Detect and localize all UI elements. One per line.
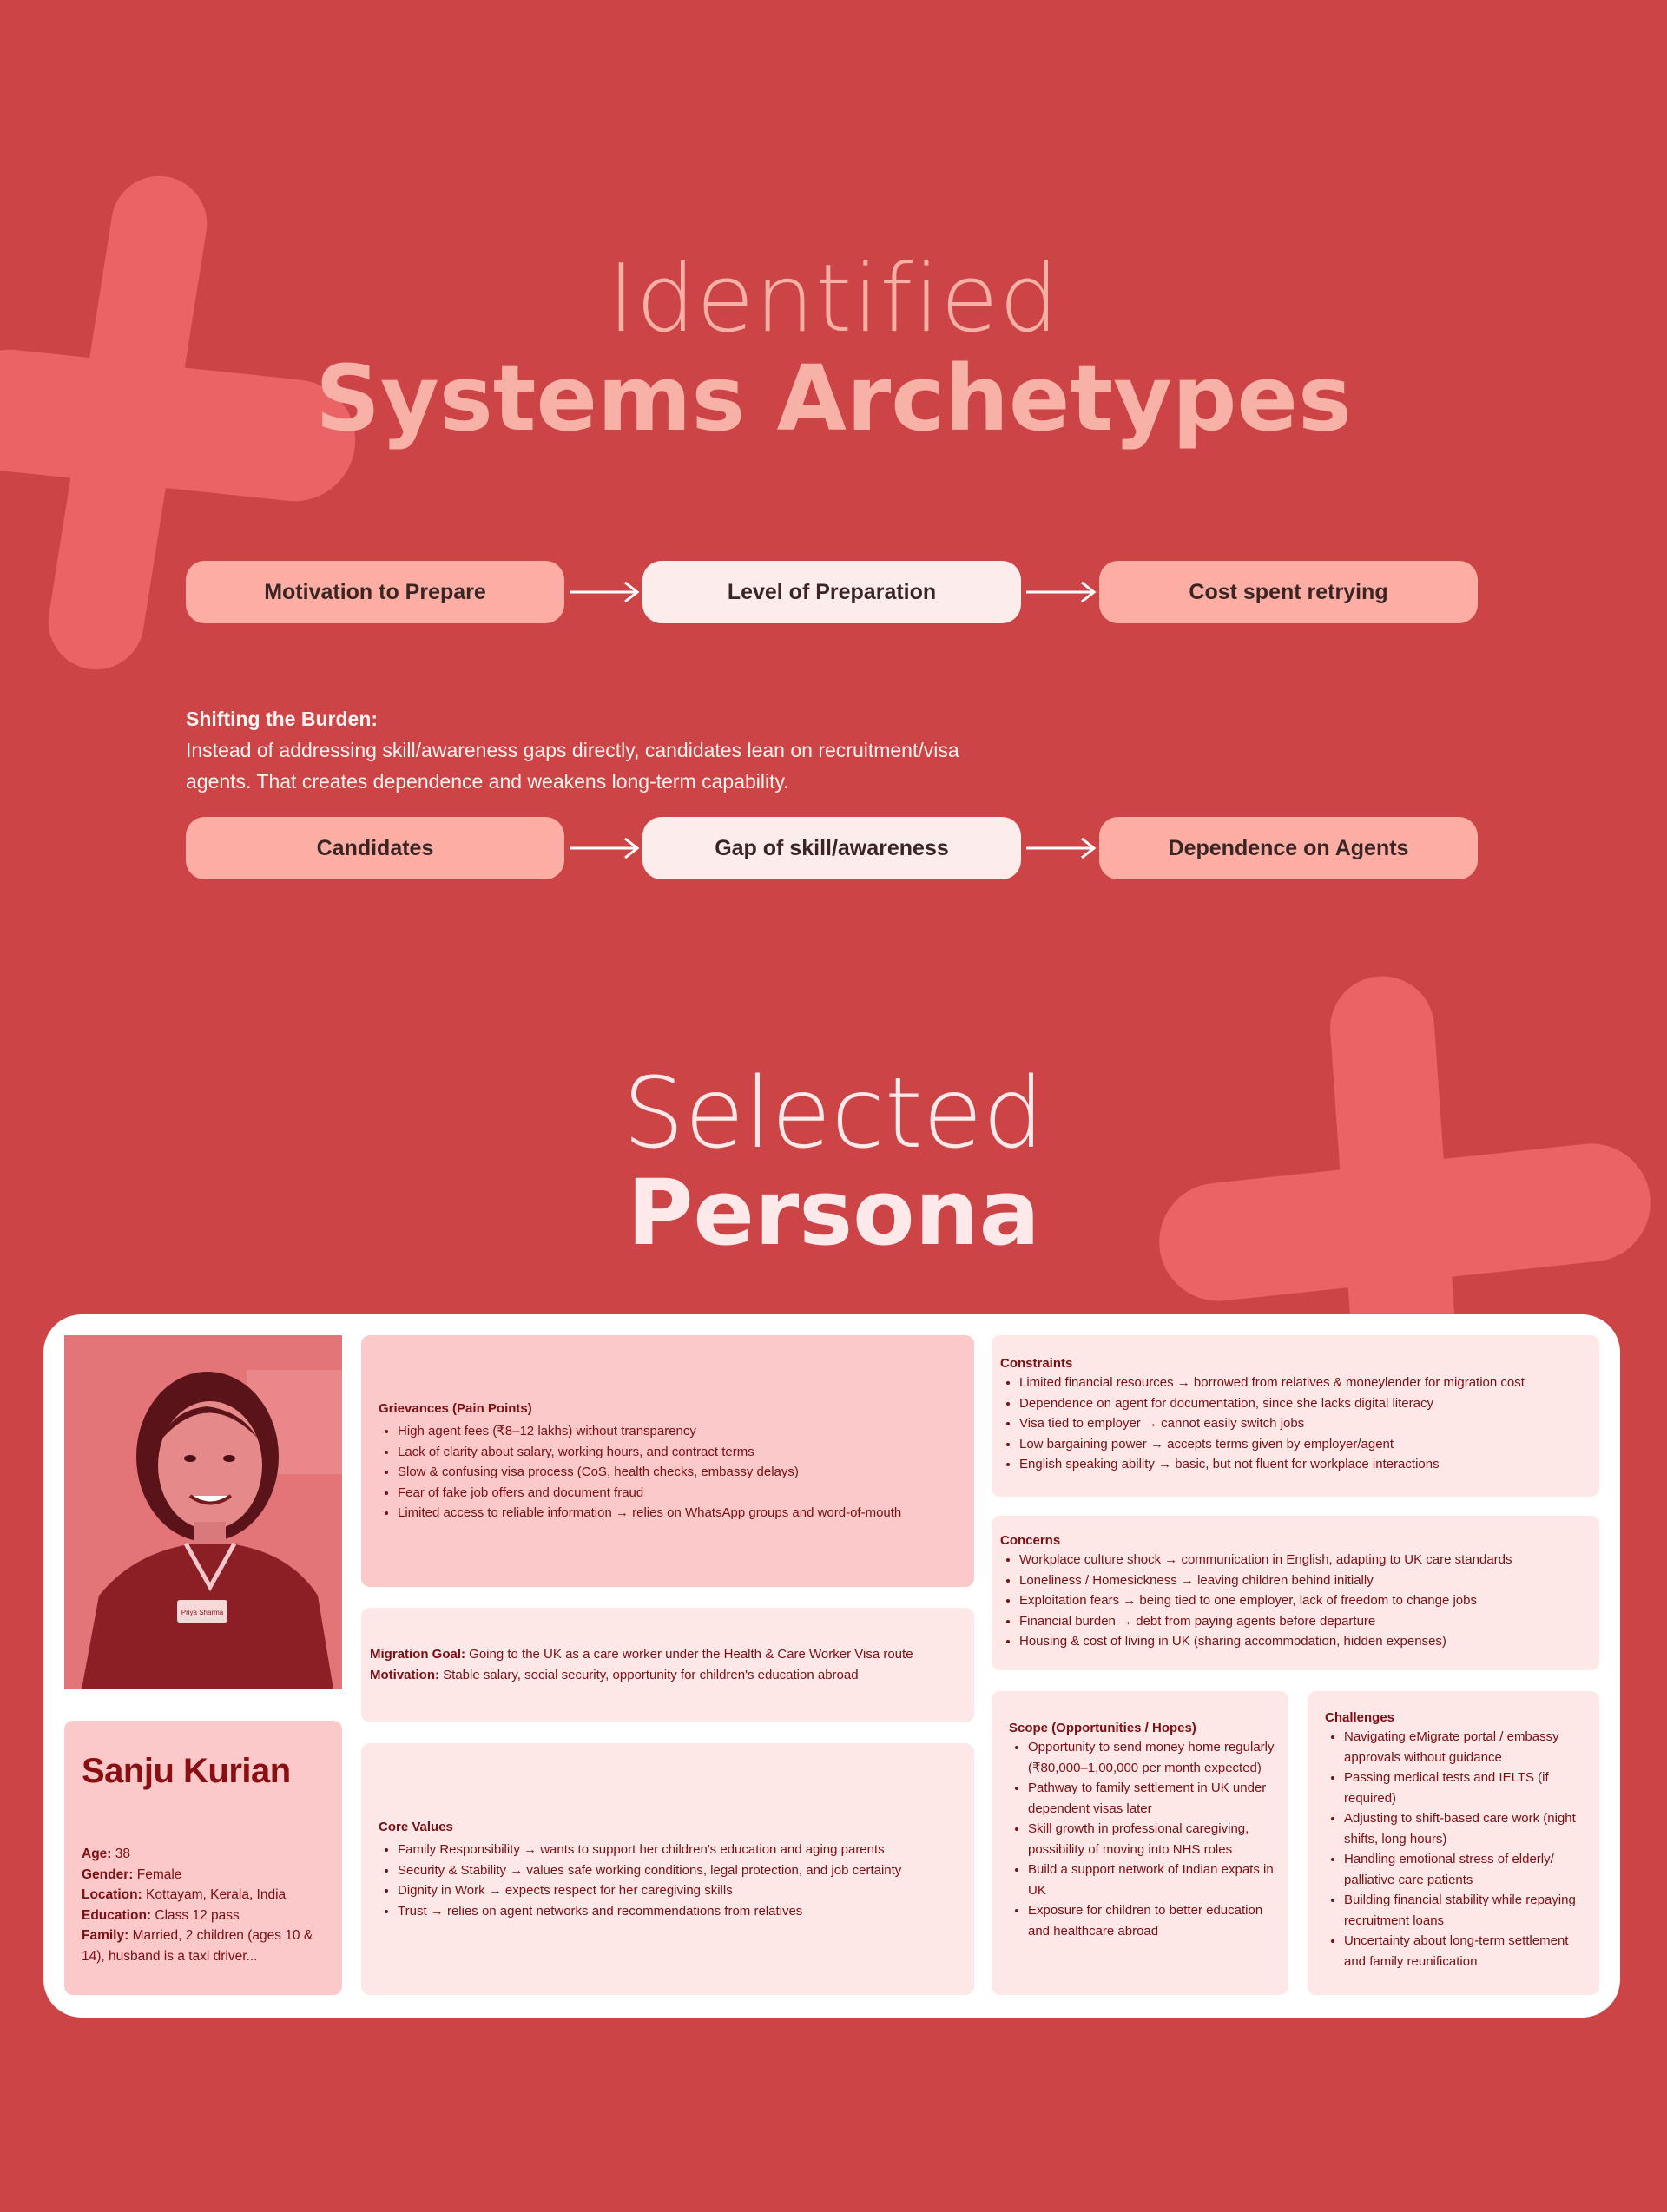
loop2-node-candidates: Candidates (186, 817, 564, 879)
list-item: • Limited financial resources → borrowed from relatives & moneylender for migration cost (1019, 1373, 1591, 1393)
core-values-panel (361, 1743, 974, 1995)
list-item: • Slow & confusing visa process (CoS, health checks, embassy delays) (398, 1462, 960, 1483)
grievances-list (379, 1421, 960, 1524)
list-item: • Pathway to family settlement in UK under dependent visas later (1028, 1778, 1280, 1819)
list-item: • Workplace culture shock → communication in English, adapting to UK care standards (1019, 1550, 1591, 1570)
list-item: • High agent fees (₹8–12 lakhs) without transparency (398, 1421, 960, 1442)
burden-line-2: agents. That creates dependence and weakens long-term capability. (186, 770, 789, 793)
section-title-light: Identified (607, 245, 1060, 353)
list-item: • Loneliness / Homesickness → leaving children behind initially (1019, 1570, 1591, 1591)
core-values-heading: Core Values (379, 1820, 453, 1834)
name-badge-text: Priya Sharma (181, 1609, 224, 1616)
persona-title-light: Selected (623, 1057, 1044, 1170)
burden-description (186, 703, 1037, 797)
list-item: • Limited access to reliable information → relies on WhatsApp groups and word-of-mouth (398, 1503, 960, 1524)
list-item: • Family Responsibility → wants to support her children's education and aging parents (398, 1840, 969, 1860)
list-item: • Building financial stability while repaying recruitment loans (1344, 1890, 1591, 1931)
arrow-right-icon (568, 836, 641, 860)
section-title-bold: Systems Archetypes (315, 346, 1352, 451)
fact-gender: Gender: Female (82, 1866, 182, 1882)
fact-location: Location: Kottayam, Kerala, India (82, 1887, 287, 1902)
list-item: • Housing & cost of living in UK (sharing accommodation, hidden expenses) (1019, 1631, 1591, 1652)
list-item: • Passing medical tests and IELTS (if required) (1344, 1768, 1591, 1808)
constraints-list (1000, 1373, 1591, 1475)
goal-panel (361, 1608, 974, 1722)
persona-profile-panel (64, 1721, 342, 1995)
list-item: • Uncertainty about long-term settlement and family reunification (1344, 1931, 1591, 1972)
arrow-right-icon (1025, 580, 1097, 604)
list-item: • Exposure for children to better education and healthcare abroad (1028, 1900, 1280, 1941)
list-item: • Financial burden → debt from paying agents before departure (1019, 1611, 1591, 1632)
persona-title-bold: Persona (627, 1160, 1040, 1266)
list-item: • Exploitation fears → being tied to one employer, lack of freedom to change jobs (1019, 1590, 1591, 1611)
list-item: • Visa tied to employer → cannot easily switch jobs (1019, 1413, 1591, 1434)
arrow-right-icon (1025, 836, 1097, 860)
persona-portrait-illustration (64, 1335, 342, 1689)
core-values-list (379, 1840, 969, 1921)
persona-photo (64, 1335, 342, 1689)
loop2-node-dependence: Dependence on Agents (1099, 817, 1478, 879)
list-item: • Lack of clarity about salary, working hours, and contract terms (398, 1442, 960, 1463)
loop2-node-gap: Gap of skill/awareness (642, 817, 1021, 879)
constraints-panel (992, 1335, 1599, 1497)
loop1-node-preparation: Level of Preparation (642, 561, 1021, 623)
arrow-right-icon (568, 580, 641, 604)
challenges-heading: Challenges (1325, 1710, 1395, 1725)
motivation: Motivation: Stable salary, social security, opportunity for children's education abroad (370, 1667, 859, 1682)
list-item: • Dependence on agent for documentation, since she lacks digital literacy (1019, 1393, 1591, 1414)
list-item: • Adjusting to shift-based care work (night shifts, long hours) (1344, 1808, 1591, 1849)
loop1-node-cost: Cost spent retrying (1099, 561, 1478, 623)
burden-heading: Shifting the Burden: (186, 708, 379, 730)
loop1-node-motivation: Motivation to Prepare (186, 561, 564, 623)
grievances-panel (361, 1335, 974, 1587)
list-item: • Build a support network of Indian expats in UK (1028, 1860, 1280, 1900)
list-item: • Skill growth in professional caregiving, possibility of moving into NHS roles (1028, 1819, 1280, 1860)
list-item: • Trust → relies on agent networks and recommendations from relatives (398, 1901, 969, 1922)
persona-facts (82, 1844, 333, 1966)
list-item: • Handling emotional stress of elderly/ palliative care patients (1344, 1849, 1591, 1890)
concerns-panel (992, 1516, 1599, 1670)
fact-family: Family: Married, 2 children (ages 10 & (82, 1928, 313, 1943)
list-item: • Fear of fake job offers and document fraud (398, 1483, 960, 1504)
migration-goal: Migration Goal: Going to the UK as a care worker under the Health & Care Worker Visa route (370, 1647, 913, 1662)
fact-education: Education: Class 12 pass (82, 1907, 240, 1923)
list-item: • Low bargaining power → accepts terms given by employer/agent (1019, 1434, 1591, 1455)
fact-family-cont: 14), husband is a taxi driver... (82, 1948, 258, 1964)
grievances-heading: Grievances (Pain Points) (379, 1401, 532, 1416)
scope-list (1009, 1737, 1280, 1941)
list-item: • Dignity in Work → expects respect for her caregiving skills (398, 1880, 969, 1901)
challenges-list (1325, 1727, 1591, 1972)
scope-panel (992, 1691, 1288, 1995)
burden-line-1: Instead of addressing skill/awareness gaps directly, candidates lean on recruitment/visa (186, 739, 959, 761)
fact-age: Age: 38 (82, 1847, 131, 1861)
scope-heading: Scope (Opportunities / Hopes) (1009, 1721, 1196, 1735)
challenges-panel (1308, 1691, 1599, 1995)
list-item: • English speaking ability → basic, but not fluent for workplace interactions (1019, 1454, 1591, 1475)
concerns-list (1000, 1550, 1591, 1652)
persona-name: Sanju Kurian (82, 1752, 291, 1790)
constraints-heading: Constraints (1000, 1356, 1073, 1371)
list-item: • Opportunity to send money home regularly (₹80,000–1,00,000 per month expected) (1028, 1737, 1280, 1778)
concerns-heading: Concerns (1000, 1533, 1061, 1548)
list-item: • Navigating eMigrate portal / embassy approvals without guidance (1344, 1727, 1591, 1768)
list-item: • Security & Stability → values safe working conditions, legal protection, and job certainty (398, 1860, 969, 1881)
